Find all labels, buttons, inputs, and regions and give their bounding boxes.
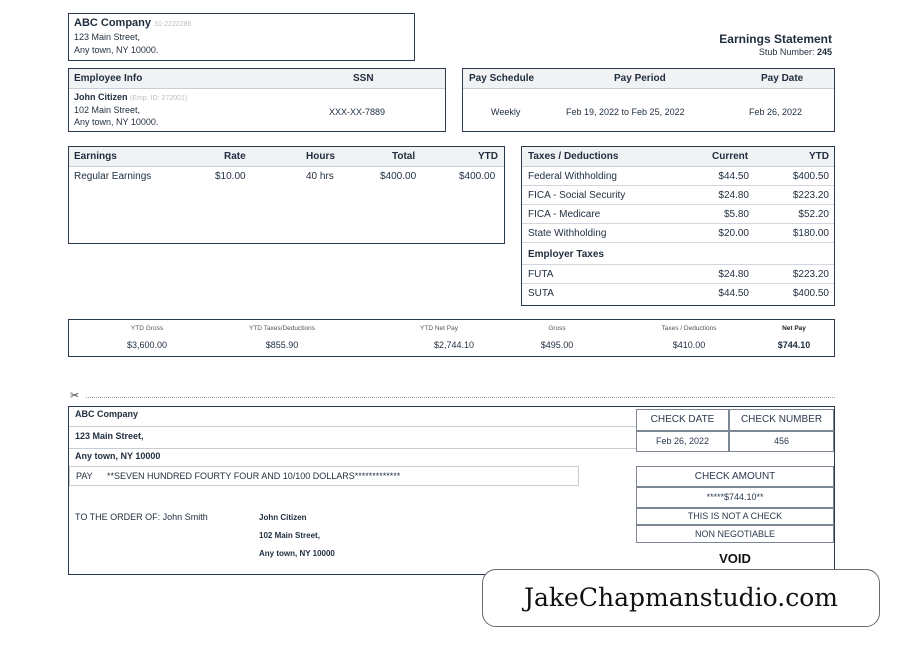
pay-schedule-value: Weekly (491, 107, 521, 117)
check-number-label: CHECK NUMBER (729, 409, 834, 431)
summary-label: YTD Gross (130, 325, 164, 332)
earnings-box (68, 146, 505, 244)
employee-info-label: Employee Info (74, 73, 143, 84)
earnings-col-ytd: YTD (478, 151, 498, 162)
summary-label: Gross (548, 325, 566, 332)
employer-tax-current: $44.50 (718, 288, 749, 299)
summary-label: Net Pay (782, 325, 806, 332)
earnings-total: $400.00 (380, 171, 417, 182)
check-date-label: CHECK DATE (636, 409, 729, 431)
stub-number (759, 47, 832, 57)
check-company-address2: Any town, NY 10000 (75, 451, 161, 461)
check-company-address1: 123 Main Street, (75, 431, 144, 441)
deduction-ytd: $52.20 (798, 209, 829, 220)
table-row (522, 186, 834, 205)
stub-value: 245 (816, 47, 832, 57)
deduction-current: $5.80 (723, 209, 749, 220)
earnings-rate: $10.00 (215, 171, 246, 182)
cut-line (86, 397, 835, 398)
pay-label: PAY (76, 471, 93, 481)
employer-tax-item: SUTA (528, 288, 554, 299)
employer-tax-current: $24.80 (718, 269, 749, 280)
employer-tax-item: FUTA (528, 269, 554, 280)
ytd-net-pay-value: $2,744.10 (433, 340, 475, 350)
employee-name: John Citizen (74, 92, 128, 102)
void-label: VOID (719, 551, 751, 566)
non-negotiable-label: NON NEGOTIABLE (636, 525, 834, 543)
employer-tax-ytd: $223.20 (792, 269, 829, 280)
check-date-value: Feb 26, 2022 (636, 431, 729, 452)
pay-schedule-box (462, 68, 835, 132)
company-box (68, 13, 415, 61)
deduction-ytd: $400.50 (792, 171, 829, 182)
deductions-value: $410.00 (672, 340, 706, 350)
scissors-icon: ✂ (70, 390, 80, 402)
earnings-ytd: $400.00 (459, 171, 496, 182)
gross-value: $495.00 (540, 340, 574, 350)
pay-date-value: Feb 26, 2022 (749, 107, 803, 117)
employee-address1: 102 Main Street, (74, 105, 141, 115)
table-row (522, 224, 834, 243)
company-address1: 123 Main Street, (74, 32, 141, 42)
summary-label: YTD Net Pay (420, 325, 458, 332)
table-row (522, 167, 834, 186)
table-row (522, 284, 834, 303)
check-box (68, 406, 835, 575)
earnings-header (69, 147, 504, 167)
deduction-current: $44.50 (718, 171, 749, 182)
net-pay-value: $744.10 (777, 340, 811, 350)
pay-line (69, 466, 579, 486)
company-address2: Any town, NY 10000. (74, 45, 159, 55)
ssn-label: SSN (353, 73, 374, 84)
pay-schedule-label: Pay Schedule (469, 73, 535, 84)
earnings-col-total: Total (392, 151, 416, 162)
payee-address1: 102 Main Street, (259, 531, 320, 540)
deduction-current: $24.80 (718, 190, 749, 201)
check-number-value: 456 (729, 431, 834, 452)
employee-info-box (68, 68, 446, 132)
earnings-col-item: Earnings (74, 151, 117, 162)
check-line (69, 448, 636, 449)
deduction-item: FICA - Social Security (528, 190, 626, 201)
check-amount-value: *****$744.10** (636, 487, 834, 508)
payee-address2: Any town, NY 10000 (259, 549, 335, 558)
summary-label: YTD Taxes/Deductions (249, 325, 315, 332)
company-ein: 31-2222286 (154, 21, 192, 28)
order-of-label: TO THE ORDER OF: John Smith (75, 512, 208, 522)
employer-taxes-label: Employer Taxes (528, 249, 604, 260)
company-name: ABC Company (74, 17, 152, 29)
earnings-col-rate: Rate (224, 151, 246, 162)
pay-amount-words: **SEVEN HUNDRED FOURTY FOUR AND 10/100 DOLLARS************* (107, 471, 401, 481)
employer-taxes-header (522, 244, 834, 265)
earnings-col-hours: Hours (306, 151, 335, 162)
pay-date-label: Pay Date (761, 73, 804, 84)
deductions-header (522, 147, 834, 167)
deductions-box (521, 146, 835, 306)
stub-label: Stub Number: (758, 47, 815, 57)
earnings-item: Regular Earnings (74, 171, 152, 182)
check-line (69, 426, 636, 427)
check-company-name: ABC Company (75, 409, 139, 419)
deduction-item: Federal Withholding (528, 171, 617, 182)
watermark-banner: JakeChapmanstudio.com (482, 569, 880, 627)
statement-title: Earnings Statement (719, 32, 832, 46)
ytd-gross-value: $3,600.00 (126, 340, 168, 350)
not-a-check-label: THIS IS NOT A CHECK (636, 508, 834, 525)
employee-info-header (69, 69, 445, 89)
pay-period-value: Feb 19, 2022 to Feb 25, 2022 (566, 107, 685, 117)
employee-address2: Any town, NY 10000. (74, 117, 159, 127)
employer-tax-ytd: $400.50 (792, 288, 829, 299)
employee-ssn: XXX-XX-7889 (329, 107, 386, 117)
employee-id: (Emp. ID: 272001) (130, 95, 188, 102)
ytd-deductions-value: $855.90 (265, 340, 299, 350)
pay-period-label: Pay Period (614, 73, 666, 84)
deduction-item: FICA - Medicare (528, 209, 601, 220)
deductions-col-item: Taxes / Deductions (528, 151, 619, 162)
summary-box (68, 319, 835, 357)
deduction-ytd: $223.20 (792, 190, 829, 201)
deduction-current: $20.00 (718, 228, 749, 239)
deduction-ytd: $180.00 (792, 228, 829, 239)
deductions-col-current: Current (712, 151, 749, 162)
table-row (522, 265, 834, 284)
earnings-hours: 40 hrs (306, 171, 334, 182)
deductions-col-ytd: YTD (809, 151, 829, 162)
payee-name: John Citizen (259, 513, 307, 522)
pay-schedule-header (463, 69, 834, 89)
table-row (522, 205, 834, 224)
summary-label: Taxes / Deductions (661, 325, 717, 332)
check-amount-label: CHECK AMOUNT (636, 466, 834, 487)
deduction-item: State Withholding (528, 228, 607, 239)
table-row (69, 167, 504, 186)
